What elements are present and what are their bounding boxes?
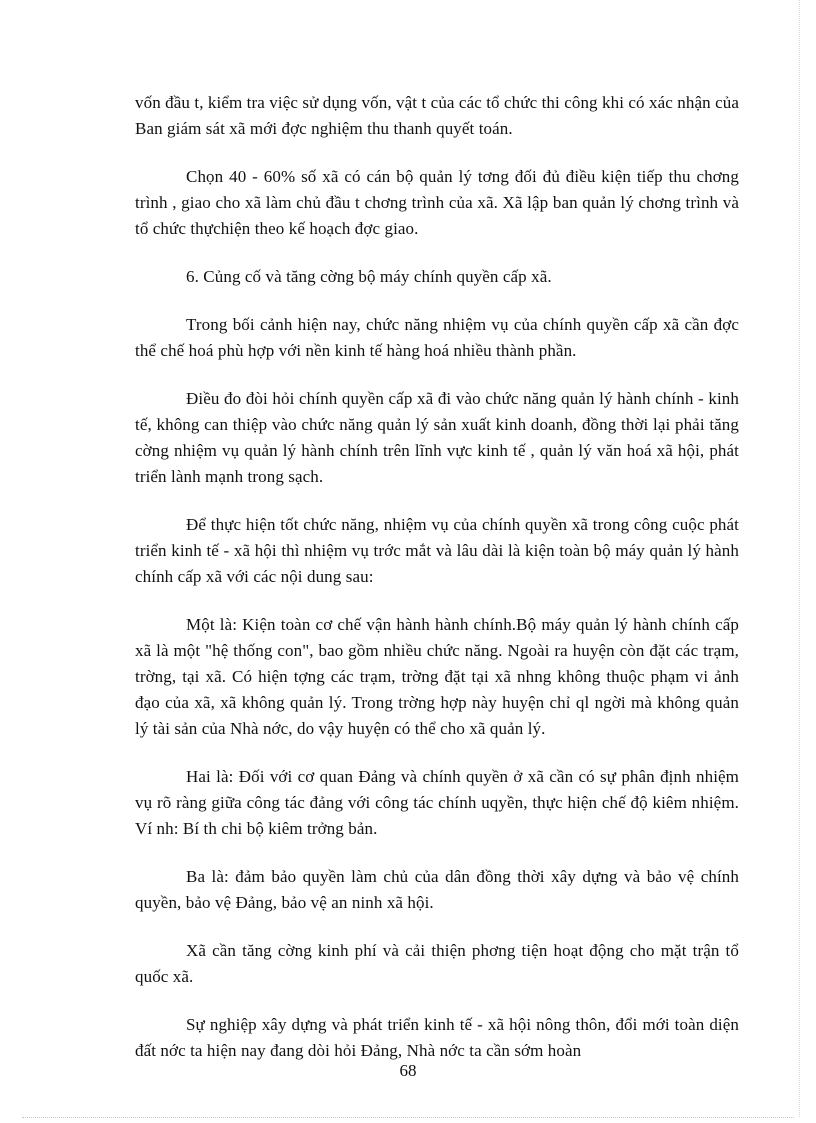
paragraph-7: Một là: Kiện toàn cơ chế vận hành hành chính.Bộ máy quản lý hành chính cấp xã là một "hệ thống con", bao gồm nhiều chức năng. Ngoài ra huyện còn đặt các trạm, trờng, tại xã. Có hiện tợng các trạm, trờng đặt tại xã nhng không thuộc phạm vi ảnh đạo của xã, xã không quản lý. Trong trờng hợp này huyện chỉ ql ngời mà không quản lý tài sản của Nhà nớc, do vậy huyện có thể cho xã quản lý. xyxy=(135,615,739,738)
page-number: 68 xyxy=(399,1061,417,1080)
paragraph-1: vốn đầu t, kiểm tra việc sử dụng vốn, vật t của các tổ chức thi công khi có xác nhận của Ban giám sát xã mới đợc nghiệm thu thanh quyết toán. xyxy=(135,93,739,138)
paragraph-9: Ba là: đảm bảo quyền làm chủ của dân đồng thời xây dựng và bảo vệ chính quyền, bảo vệ Đảng, bảo vệ an ninh xã hội. xyxy=(135,867,739,912)
paragraph-11: Sự nghiệp xây dựng và phát triển kinh tế - xã hội nông thôn, đổi mới toàn diện đất nớc ta hiện nay đang dòi hỏi Đảng, Nhà nớc ta cần sớm hoàn xyxy=(135,1015,739,1060)
page-edge-line xyxy=(799,0,800,1117)
paragraph-5: Điều đo đòi hỏi chính quyền cấp xã đi vào chức năng quản lý hành chính - kinh tế, không can thiệp vào chức năng quản lý sản xuất kinh doanh, đồng thời lại phải tăng cờng nhiệm vụ quản lý hành chính trên lĩnh vực kinh tế , quản lý văn hoá xã hội, phát triển lành mạnh trong sạch. xyxy=(135,389,739,486)
paragraph-8: Hai là: Đối với cơ quan Đảng và chính quyền ở xã cần có sự phân định nhiệm vụ rõ ràng giữa công tác đảng với công tác chính uqyền, thực hiện chế độ kiêm nhiệm. Ví nh: Bí th chi bộ kiêm trởng bản. xyxy=(135,767,739,838)
page-bottom-line xyxy=(22,1117,794,1118)
paragraph-4: Trong bối cảnh hiện nay, chức năng nhiệm vụ của chính quyền cấp xã cần đợc thể chế hoá phù hợp với nền kinh tế hàng hoá nhiều thành phần. xyxy=(135,315,739,360)
paragraph-2: Chọn 40 - 60% số xã có cán bộ quản lý tơng đối đủ điều kiện tiếp thu chơng trình , giao cho xã làm chủ đầu t chơng trình của xã. Xã lập ban quản lý chơng trình và tổ chức thựchiện theo kế hoạch đợc giao. xyxy=(135,167,739,238)
section-heading: 6. Củng cố và tăng cờng bộ máy chính quyền cấp xã. xyxy=(186,267,552,286)
paragraph-6: Để thực hiện tốt chức năng, nhiệm vụ của chính quyền xã trong công cuộc phát triển kinh tế - xã hội thì nhiệm vụ trớc mắt và lâu dài là kiện toàn bộ máy quản lý hành chính cấp xã với các nội dung sau: xyxy=(135,515,739,586)
paragraph-10: Xã cần tăng cờng kinh phí và cải thiện phơng tiện hoạt động cho mặt trận tổ quốc xã. xyxy=(135,941,739,986)
body-text xyxy=(135,90,739,1086)
